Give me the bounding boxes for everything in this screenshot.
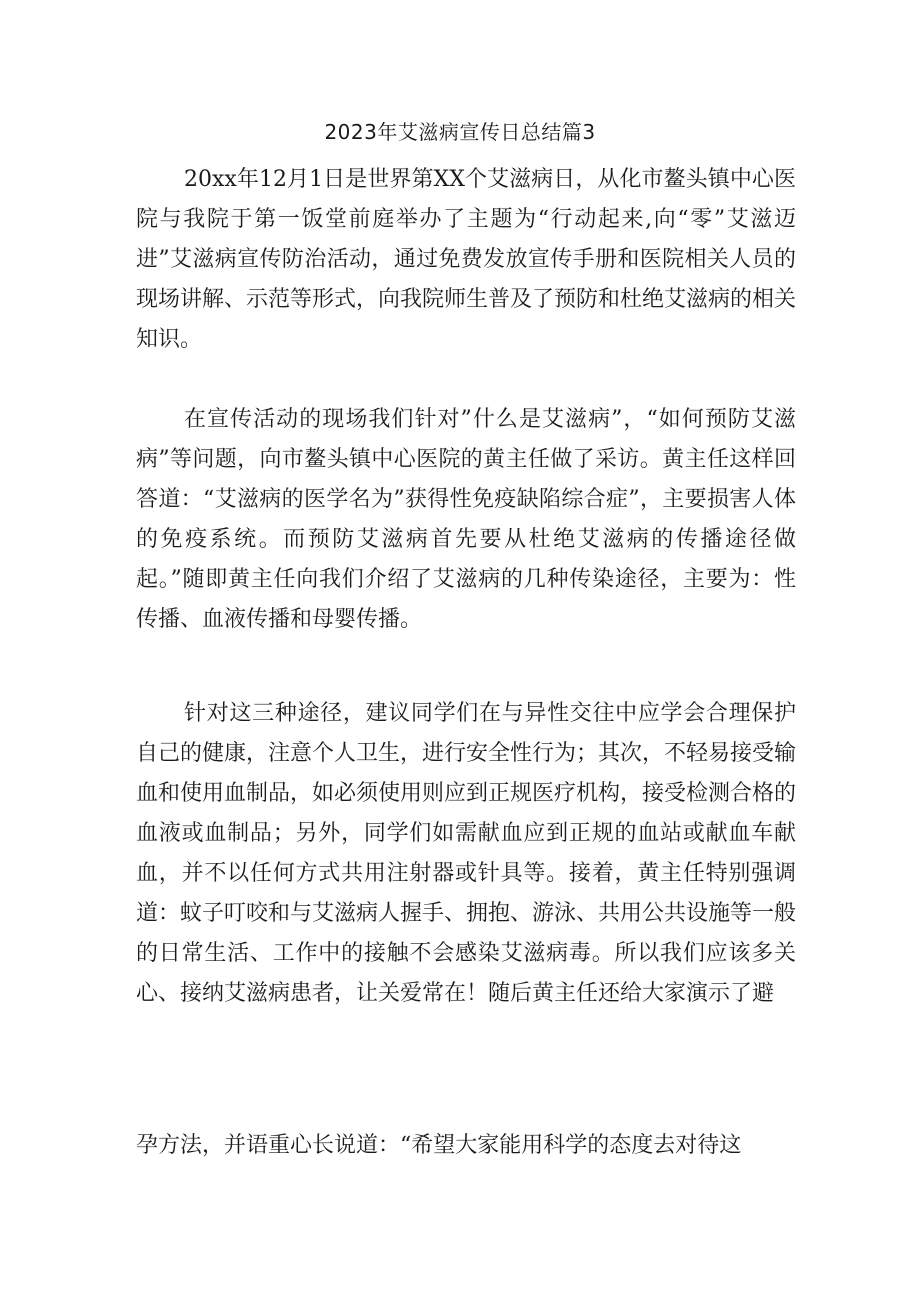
paragraph-3: 针对这三种途径，建议同学们在与异性交往中应学会合理保护自己的健康，注意个人卫生，进行安全性行为；其次，不轻易接受输血和使用血制品，如必须使用则应到正规医疗机构，接受检测合格的血液或血制品；另外，同学们如需献血应到正规的血站或献血车献血，并不以任何方式共用注射器或针具等。接着，黄主任特别强调道：蚊子叮咬和与艾滋病人握手、拥抱、游泳、共用公共设施等一般的日常生活、工作中的接触不会感染艾滋病毒。所以我们应该多关心、接纳艾滋病患者，让关爱常在！随后黄主任还给大家演示了避 xyxy=(136,701,797,1006)
paragraph-1: 20xx年12月1日是世界第XX个艾滋病日，从化市鳌头镇中心医院与我院于第一饭堂前庭举办了主题为“行动起来,向“零”艾滋迈进”艾滋病宣传防治活动，通过免费发放宣传手册和医院相关人员的现场讲解、示范等形式，向我院师生普及了预防和杜绝艾滋病的相关知识。 xyxy=(136,167,797,352)
paragraph-4-continuation: 孕方法，并语重心长说道：“希望大家能用科学的态度去对待这 xyxy=(136,1133,742,1158)
paragraph-2: 在宣传活动的现场我们针对”什么是艾滋病”，“如何预防艾滋病”等问题，向市鳌头镇中心医院的黄主任做了采访。黄主任这样回答道：“艾滋病的医学名为”获得性免疫缺陷综合症”，主要损害人体的免疫系统。而预防艾滋病首先要从杜绝艾滋病的传播途径做起。”随即黄主任向我们介绍了艾滋病的几种传染途径，主要为：性传播、血液传播和母婴传播。 xyxy=(136,407,796,632)
document-title: 2023年艾滋病宣传日总结篇3 xyxy=(324,120,596,144)
